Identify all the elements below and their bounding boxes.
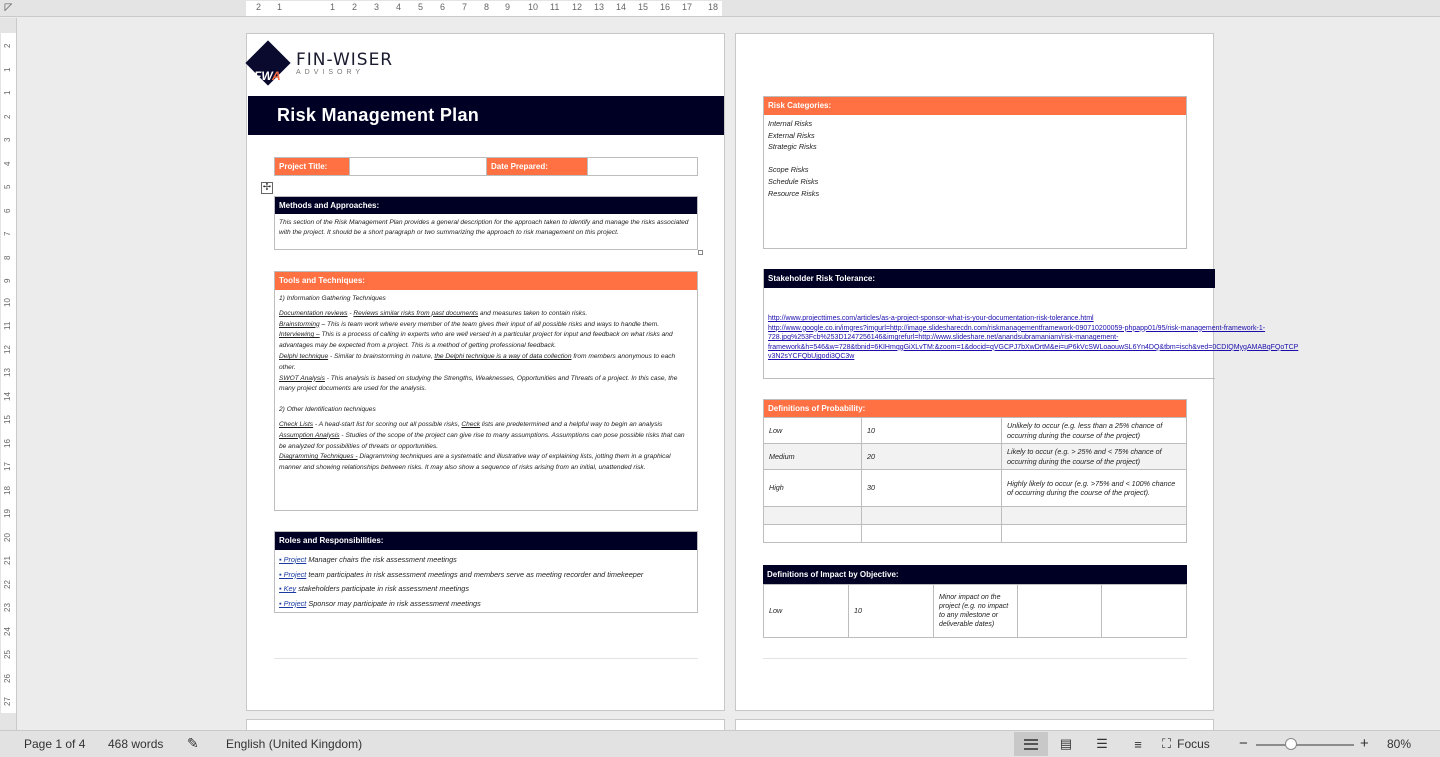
horizontal-ruler[interactable] <box>0 0 1440 17</box>
tolerance-links <box>764 288 1299 362</box>
status-bar <box>0 730 1440 757</box>
tools-section[interactable] <box>274 271 698 511</box>
reference-link[interactable]: framework&h=546&w=728&tbnid=6KIHmqgGiXLvTM:&zoom=1&docid=qVGCPJ7bXwDrtM&ei=uP6kVcSWLoaouwSL6Yn4DQ&tbm=isch&ved=0CDIQMygAMABqFQoTCP <box>768 343 1299 351</box>
ruler-tick-label: 15 <box>638 2 649 12</box>
word-count[interactable]: 468 words <box>108 737 164 751</box>
ruler-tick-label: 4 <box>3 161 12 166</box>
ruler-tick-label: 12 <box>3 344 12 354</box>
table-row <box>764 470 1187 507</box>
swot-item: SWOT Analysis - This analysis is based on studying the Strengths, Weaknesses, Opportunities and Threats of a project. In this case, the many project documents are used for the analysis. <box>279 374 678 393</box>
risk-categories-heading: Risk Categories: <box>764 97 1186 115</box>
table-move-handle-icon[interactable]: ✢ <box>262 182 272 193</box>
focus-mode-button[interactable] <box>1162 732 1224 756</box>
logo-name: FIN-WISER <box>296 50 394 70</box>
ruler-tick-label: 13 <box>3 368 12 377</box>
ruler-tick-label: 6 <box>3 208 12 213</box>
document-title[interactable]: Risk Management Plan <box>277 105 480 125</box>
probability-table[interactable] <box>763 417 1187 543</box>
ruler-tick-label: 2 <box>3 114 12 119</box>
methods-heading: Methods and Approaches: <box>275 197 697 214</box>
roles-section[interactable] <box>274 531 698 613</box>
probability-score[interactable]: 20 <box>862 444 1002 470</box>
table-row <box>764 585 1187 638</box>
focus-label: Focus <box>1177 737 1210 751</box>
ruler-tick-label: 7 <box>462 2 468 12</box>
language-status[interactable]: English (United Kingdom) <box>226 737 363 751</box>
print-layout-icon <box>1024 739 1038 750</box>
logo-mark-accent: A <box>272 69 281 83</box>
ruler-tick-label: 1 <box>3 90 12 95</box>
zoom-out-button[interactable]: − <box>1239 735 1248 752</box>
probability-description[interactable]: Unlikely to occur (e.g. less than a 25% chance of occurring during the course of the project) <box>1002 418 1187 444</box>
ruler-tick-label: 8 <box>3 255 12 260</box>
table-row <box>764 507 1187 525</box>
outline-icon: ☰ <box>1096 736 1108 751</box>
category-item: Scope Risks <box>768 165 809 175</box>
probability-level[interactable]: High <box>764 470 862 507</box>
ruler-tick-label: 1 <box>277 2 283 12</box>
ruler-tick-label: 24 <box>3 626 12 636</box>
table-row <box>764 525 1187 543</box>
ruler-tick-label: 5 <box>418 2 424 12</box>
tools-subheading-2: 2) Other Identification techniques <box>279 406 376 414</box>
ruler-tick-label: 3 <box>374 2 380 12</box>
web-layout-view-button[interactable] <box>1049 732 1083 756</box>
category-item: Internal Risks <box>768 119 813 128</box>
ruler-tick-label: 22 <box>3 579 12 589</box>
assumption-analysis-item: Assumption Analysis - Studies of the scope of the project can give rise to many assumptions. Assumptions can pose possible risks that can be analyzed for possibilities of threats or opportunities. <box>279 431 685 450</box>
draft-view-button[interactable] <box>1121 732 1155 756</box>
ruler-tick-label: 15 <box>3 415 12 424</box>
logo-mark: FW <box>254 69 272 83</box>
impact-heading: Definitions of Impact by Objective: <box>763 565 1187 584</box>
focus-icon: ⛶ <box>1162 736 1172 751</box>
probability-description[interactable]: Highly likely to occur (e.g. >75% and < 100% chance of occurring during the course of the project). <box>1002 470 1187 507</box>
ruler-tick-label: 16 <box>660 2 671 12</box>
page-count[interactable]: Page 1 of 4 <box>24 737 86 751</box>
probability-score[interactable]: 30 <box>862 470 1002 507</box>
roles-item: ▪ Project Manager chairs the risk assessment meetings <box>279 555 457 564</box>
probability-level[interactable]: Medium <box>764 444 862 470</box>
ruler-tick-label: 14 <box>3 391 12 401</box>
ruler-tick-label: 21 <box>3 556 12 565</box>
ruler-tick-label: 18 <box>3 485 12 495</box>
date-prepared-field[interactable] <box>588 158 697 175</box>
documentation-reviews-item: Documentation reviews - Reviews similar risks from past documents and measures taken to contain risks. <box>279 309 588 317</box>
interviewing-item: Interviewing – This is a process of calling in experts who are well versed in a particular project for input and feedback on what risks and advantages may be expected from a project. This is a method of getting professional feedback. <box>279 331 673 350</box>
vertical-ruler[interactable] <box>0 18 17 730</box>
ruler-tick-label: 17 <box>682 2 693 12</box>
reference-link[interactable]: http://www.google.co.in/imgres?imgurl=http://image.slidesharecdn.com/riskmanagementframework-090710200059-phpapp01/95/risk-management-framework-1- <box>768 324 1266 332</box>
footer-divider <box>763 658 1187 659</box>
ruler-tick-label: 8 <box>484 2 490 12</box>
table-row <box>764 444 1187 470</box>
roles-item: ▪ Project Sponsor may participate in risk assessment meetings <box>279 598 481 608</box>
tools-text[interactable] <box>275 290 697 478</box>
footer-divider <box>274 658 698 659</box>
ruler-tick-label: 17 <box>3 462 12 471</box>
logo-subtitle: ADVISORY <box>296 69 365 76</box>
reference-link[interactable]: http://www.projecttimes.com/articles/as-a-project-sponsor-what-is-your-documentation-risk-tolerance.html <box>768 315 1094 322</box>
print-layout-view-button[interactable] <box>1014 732 1048 756</box>
project-title-label: Project Title: <box>275 158 350 175</box>
diagramming-item: Diagramming Techniques - Diagramming techniques are a systematic and illustrative way of explaining lists, jotting them in a graphical manner and showing relationships between risks. It may also show a sequence of risks arising from an initial, unattended risk. <box>279 453 671 472</box>
ruler-tick-label: 13 <box>594 2 605 12</box>
company-logo <box>248 47 394 83</box>
ruler-tick-label: 2 <box>3 43 12 48</box>
ruler-tick-label: 16 <box>3 438 12 448</box>
ruler-tick-label: 12 <box>572 2 583 12</box>
zoom-slider-track[interactable] <box>1256 744 1354 746</box>
stakeholder-tolerance-heading: Stakeholder Risk Tolerance: <box>764 269 1215 288</box>
risk-categories-section[interactable] <box>763 96 1187 249</box>
stakeholder-tolerance-section[interactable] <box>763 269 1299 379</box>
zoom-level[interactable]: 80% <box>1387 737 1412 751</box>
ruler-tick-label: 25 <box>3 650 12 659</box>
document-page-1[interactable] <box>246 33 725 711</box>
ruler-tick-label: 9 <box>505 2 511 12</box>
impact-description[interactable]: Minor impact on the project (e.g. no impact to any milestone or deliverable dates) <box>934 585 1018 638</box>
ruler-tick-label: 11 <box>550 2 560 12</box>
ruler-tick-label: 14 <box>616 2 627 12</box>
tools-heading: Tools and Techniques: <box>275 272 697 290</box>
category-item: External Risks <box>768 130 815 140</box>
roles-item: ▪ Project team participates in risk assessment meetings and members serve as meeting recorder and timekeeper <box>279 569 644 579</box>
probability-score[interactable]: 10 <box>862 418 1002 444</box>
project-title-field[interactable] <box>350 158 487 175</box>
date-prepared-label: Date Prepared: <box>487 158 588 175</box>
category-item: Resource Risks <box>768 188 820 198</box>
probability-section[interactable] <box>763 399 1187 543</box>
ruler-tick-label: 27 <box>3 697 12 706</box>
ruler-tick-label: 10 <box>528 2 539 12</box>
outline-view-button[interactable] <box>1085 732 1119 756</box>
ruler-tick-label: 9 <box>3 278 12 283</box>
reference-link[interactable]: v3N2sYCFQbUjgodi3QC3w <box>768 353 855 361</box>
document-page-2[interactable] <box>735 33 1299 711</box>
title-banner <box>248 96 724 135</box>
impact-score[interactable]: 10 <box>849 585 934 638</box>
brainstorming-item: Brainstorming – This is team work where every member of the team gives their input of all possible risks and ways to handle them. <box>279 320 660 328</box>
ruler-tick-label: 23 <box>3 603 12 612</box>
ruler-tick-label: 5 <box>3 184 12 189</box>
ruler-tick-label: 11 <box>3 321 12 330</box>
reference-link[interactable]: 728.jpg%253Fcb%253D1247256146&imgrefurl=http://www.slideshare.net/anandsubramaniam/risk-management- <box>768 334 1119 342</box>
ruler-tick-label: 6 <box>440 2 446 12</box>
project-info-table <box>274 157 698 176</box>
ruler-tick-label: 18 <box>708 2 719 12</box>
delphi-item: Delphi technique - Similar to brainstorming in nature, the Delphi technique is a way of data collection from members anonymous to each other. <box>279 352 676 371</box>
ruler-tick-label: 7 <box>3 231 12 236</box>
table-resize-handle[interactable] <box>698 250 703 255</box>
ruler-tick-label: 26 <box>3 673 12 683</box>
tools-subheading-1: 1) Information Gathering Techniques <box>279 295 386 302</box>
zoom-in-button[interactable]: + <box>1360 735 1369 752</box>
ruler-tick-label: 10 <box>3 297 12 307</box>
ruler-tick-label: 1 <box>3 67 12 72</box>
check-lists-item: Check Lists - A head-start list for scoring out all possible risks, Check lists are predetermined and a helpful way to begin an analysis <box>279 420 663 428</box>
proofing-icon[interactable]: ✎ <box>187 735 199 751</box>
probability-description[interactable]: Likely to occur (e.g. > 25% and < 75% chance of occurring during the course of the project) <box>1002 444 1187 470</box>
methods-text[interactable]: This section of the Risk Management Plan provides a general description for the approach taken to identify and manage the risks associated with the project. It should be a short paragraph or two summarizing the approach to risk management on this project. <box>279 219 689 236</box>
ruler-tick-label: 20 <box>3 532 12 542</box>
ruler-tick-label: 19 <box>3 509 12 518</box>
impact-table[interactable] <box>763 584 1187 638</box>
ruler-tick-label: 2 <box>256 2 262 12</box>
category-item: Schedule Risks <box>768 176 819 186</box>
ruler-tick-label: 4 <box>396 2 402 12</box>
probability-level[interactable]: Low <box>764 418 862 444</box>
category-item: Strategic Risks <box>768 142 817 152</box>
draft-icon: ≡ <box>1134 736 1142 752</box>
probability-heading: Definitions of Probability: <box>763 399 1187 417</box>
impact-section[interactable] <box>763 565 1187 638</box>
ruler-tick-label: 2 <box>352 2 358 12</box>
roles-item: ▪ Key stakeholders participate in risk assessment meetings <box>279 584 469 594</box>
table-row <box>764 418 1187 444</box>
tab-selector-icon[interactable]: ◸ <box>4 2 13 13</box>
ruler-tick-label: 1 <box>330 2 336 12</box>
ruler-tick-label: 3 <box>3 137 12 142</box>
roles-heading: Roles and Responsibilities: <box>275 532 697 550</box>
web-layout-icon: ▤ <box>1059 736 1073 751</box>
zoom-slider-handle[interactable] <box>1285 738 1297 750</box>
methods-section[interactable] <box>274 196 698 250</box>
impact-level[interactable]: Low <box>764 585 849 638</box>
risk-categories-list[interactable] <box>764 115 1186 203</box>
